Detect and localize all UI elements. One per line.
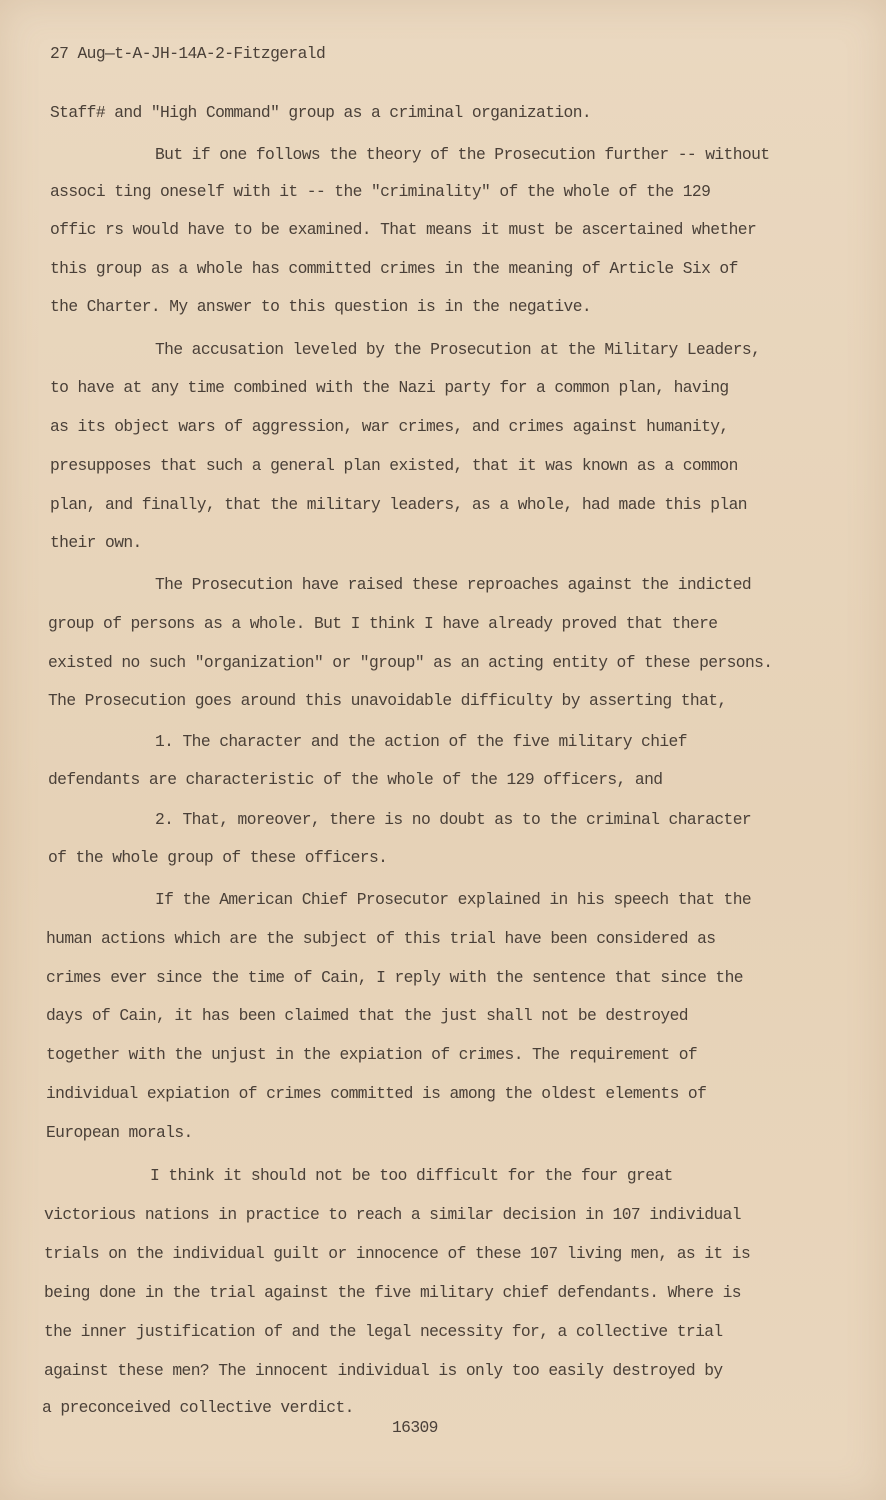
document-header: 27 Aug—t-A-JH-14A-2-Fitzgerald <box>50 44 326 63</box>
text-line: days of Cain, it has been claimed that the just shall not be destroyed <box>46 1006 688 1025</box>
text-line: the Charter. My answer to this question is in the negative. <box>50 297 592 316</box>
text-line: as its object wars of aggression, war crimes, and crimes against humanity, <box>50 417 729 436</box>
text-line: European morals. <box>46 1123 193 1142</box>
text-line: of the whole group of these officers. <box>48 848 388 867</box>
text-line: Staff# and "High Command" group as a criminal organization. <box>50 103 592 122</box>
text-line: a preconceived collective verdict. <box>42 1398 354 1417</box>
text-line: trials on the individual guilt or innocence of these 107 living men, as it is <box>44 1244 751 1263</box>
text-line: individual expiation of crimes committed is among the oldest elements of <box>46 1084 707 1103</box>
text-line: together with the unjust in the expiation of crimes. The requirement of <box>46 1045 698 1064</box>
text-line: The accusation leveled by the Prosecution at the Military Leaders, <box>155 340 761 359</box>
text-line: The Prosecution have raised these reproaches against the indicted <box>155 575 752 594</box>
text-line: 1. The character and the action of the five military chief <box>155 732 687 751</box>
text-line: group of persons as a whole. But I think I have already proved that there <box>48 614 718 633</box>
text-line: being done in the trial against the five military chief defendants. Where is <box>44 1283 741 1302</box>
text-line: The Prosecution goes around this unavoidable difficulty by asserting that, <box>48 691 727 710</box>
text-line: to have at any time combined with the Nazi party for a common plan, having <box>50 378 729 397</box>
text-line: their own. <box>50 533 142 552</box>
text-line: plan, and finally, that the military leaders, as a whole, had made this plan <box>50 495 747 514</box>
text-line: If the American Chief Prosecutor explained in his speech that the <box>155 890 752 909</box>
text-line: offic rs would have to be examined. That means it must be ascertained whether <box>50 220 757 239</box>
text-line: presupposes that such a general plan existed, that it was known as a common <box>50 456 738 475</box>
text-line: associ ting oneself with it -- the "criminality" of the whole of the 129 <box>50 182 711 201</box>
text-line: But if one follows the theory of the Prosecution further -- without <box>155 145 770 164</box>
text-line: victorious nations in practice to reach a similar decision in 107 individual <box>44 1205 741 1224</box>
text-line: against these men? The innocent individual is only too easily destroyed by <box>44 1361 723 1380</box>
text-line: I think it should not be too difficult for the four great <box>150 1166 673 1185</box>
page-number: 16309 <box>392 1418 438 1437</box>
text-line: this group as a whole has committed crimes in the meaning of Article Six of <box>50 259 738 278</box>
text-line: 2. That, moreover, there is no doubt as to the criminal character <box>155 810 752 829</box>
text-line: crimes ever since the time of Cain, I reply with the sentence that since the <box>46 968 743 987</box>
text-line: defendants are characteristic of the whole of the 129 officers, and <box>48 770 663 789</box>
text-line: the inner justification of and the legal necessity for, a collective trial <box>44 1322 723 1341</box>
text-line: human actions which are the subject of this trial have been considered as <box>46 929 716 948</box>
text-line: existed no such "organization" or "group" as an acting entity of these persons. <box>48 653 773 672</box>
